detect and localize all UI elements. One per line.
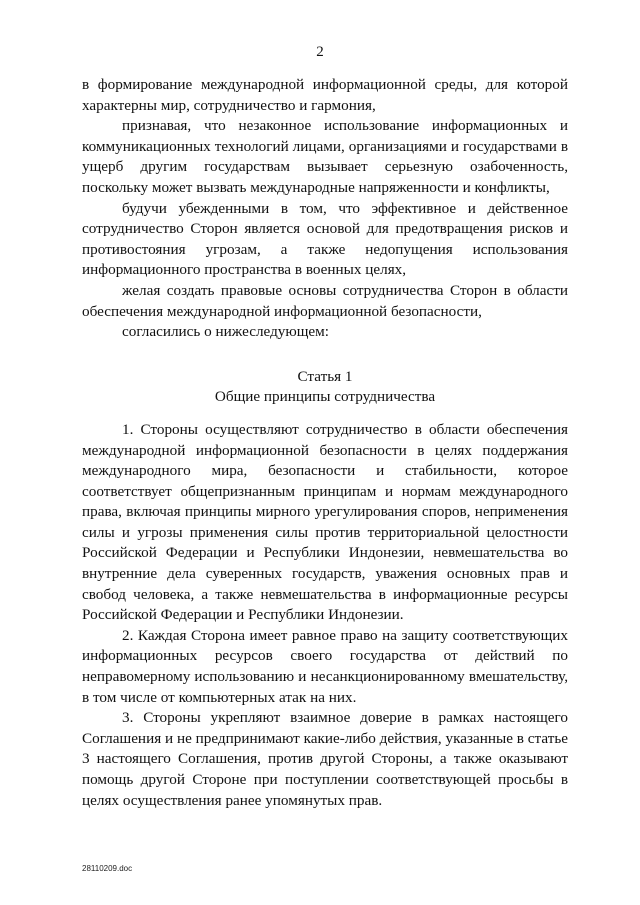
preamble-paragraph: признавая, что незаконное использование информационных и коммуникационных технологий лицами, организациями и государствами в ущерб другим государствам вызывает серьезную озабоченность, поскольку может вызвать международные напряженности и конфликты, bbox=[82, 117, 568, 196]
document-body bbox=[82, 75, 568, 811]
article-paragraph: 3. Стороны укрепляют взаимное доверие в рамках настоящего Соглашения и не предпринимают какие-либо действия, указанные в статье 3 настоящего Соглашения, против другой Стороны, а также оказывают помощь другой Стороне при поступлении соответствующей просьбы в целях осуществления ранее упомянутых прав. bbox=[82, 709, 568, 809]
page-number: 2 bbox=[316, 44, 324, 60]
article-title: Общие принципы сотрудничества bbox=[214, 388, 436, 406]
article-paragraph: 1. Стороны осуществляют сотрудничество в области обеспечения международной информационной безопасности в целях поддержания международного мира, безопасности и стабильности, которое соответствует общепризнанным принципам и нормам международного права, включая принципы мирного урегулирования споров, неприменения силы и угрозы применения силы против территориальной целостности Российской Федерации и Республики Индонезии, невмешательства во внутренние дела суверенных государств, уважения основных прав и свобод человека, а также невмешательства в информационные ресурсы Российской Федерации и Республики Индонезии. bbox=[82, 420, 568, 624]
article-paragraph: 2. Каждая Сторона имеет равное право на защиту соответствующих информационных ресурсов своего государства от действий по неправомерному использованию и несанкционированному вмешательству, в том числе от компьютерных атак на них. bbox=[82, 626, 568, 706]
preamble-paragraph: будучи убежденными в том, что эффективное и действенное сотрудничество Сторон является основой для предотвращения рисков и противостояния угрозам, а также недопущения использования информационного пространства в военных целях, bbox=[82, 199, 568, 279]
preamble-paragraph: в формирование международной информационной среды, для которой характерны мир, сотрудничество и гармония, bbox=[82, 76, 568, 114]
article-heading bbox=[82, 367, 568, 408]
document-file-code: 28110209.doc bbox=[82, 864, 133, 873]
preamble-paragraph: согласились о нижеследующем: bbox=[122, 323, 330, 341]
preamble-paragraph: желая создать правовые основы сотрудничества Сторон в области обеспечения международной информационной безопасности, bbox=[82, 281, 568, 320]
article-number: Статья 1 bbox=[297, 367, 353, 385]
